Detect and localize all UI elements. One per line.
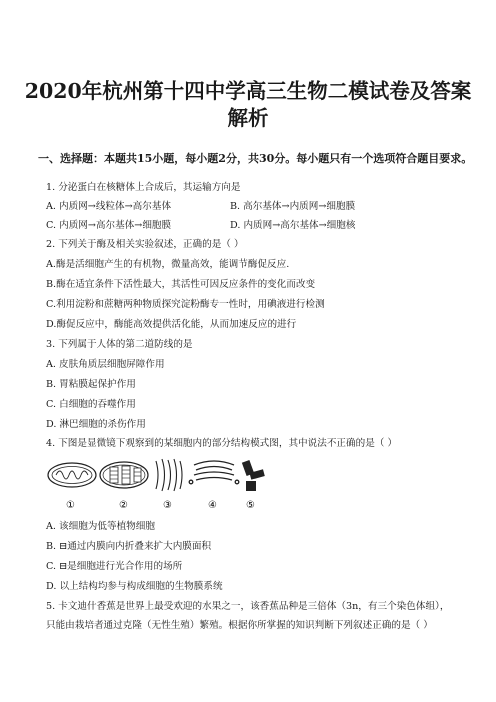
question-4-option-b: B. ⊟通过内膜向内折叠来扩大内膜面积 (46, 541, 212, 552)
organelle-structure-diagram (46, 455, 266, 515)
question-1-option-a: A. 内质网→线粒体→高尔基体 (46, 201, 172, 212)
question-1-option-c: C. 内质网→高尔基体→细胞膜 (46, 220, 172, 231)
chloroplast-figure (100, 462, 148, 488)
question-2-stem: 2. 下列关于酶及相关实验叙述，正确的是（ ） (46, 239, 244, 250)
section-heading: 一、选择题：本题共15小题，每小题2分，共30分。每小题只有一个选项符合题目要求。 (38, 152, 473, 165)
question-4-option-a: A. 该细胞为低等植物细胞 (46, 521, 155, 532)
golgi-apparatus-figure (189, 461, 239, 484)
question-1-option-b: B. 高尔基体→内质网→细胞膜 (230, 201, 356, 212)
question-3-option-b: B. 胃粘膜起保护作用 (46, 379, 136, 390)
figure-label-5: ⑤ (246, 500, 255, 511)
question-2-option-a: A.酶是活细胞产生的有机物，微量高效，能调节酶促反应. (46, 259, 290, 270)
document-title-line2: 解析 (227, 106, 269, 130)
document-title-line1: 2020年杭州第十四中学高三生物二模试卷及答案 (24, 79, 472, 103)
question-4-option-d: D. 以上结构均参与构成细胞的生物膜系统 (46, 581, 223, 592)
question-2-option-d: D.酶促反应中，酶能高效提供活化能，从而加速反应的进行 (46, 319, 297, 330)
centrosome-figure (242, 460, 265, 491)
figure-label-3: ③ (163, 500, 172, 511)
mitochondrion-figure (48, 463, 96, 487)
question-3-stem: 3. 下列属于人体的第二道防线的是 (46, 339, 193, 350)
question-2-option-c: C.利用淀粉和蔗糖两种物质探究淀粉酶专一性时，用碘液进行检测 (46, 299, 325, 310)
question-5-stem: 5. 卡文迪什香蕉是世界上最受欢迎的水果之一，该香蕉品种是三倍体（3n，有三个染色体组），只能由栽培者通过克隆（无性生殖）繁殖。根据你所掌握的知识判断下列叙述正确的是（ ） (46, 601, 450, 631)
question-1-stem: 1. 分泌蛋白在核糖体上合成后，其运输方向是 (46, 182, 241, 193)
figure-label-1: ① (66, 500, 75, 511)
question-2-option-b: B.酶在适宜条件下活性最大，其活性可因反应条件的变化而改变 (46, 279, 316, 290)
question-1-option-d: D. 内质网→高尔基体→细胞核 (230, 220, 356, 231)
question-3-option-d: D. 淋巴细胞的杀伤作用 (46, 419, 146, 430)
figure-label-4: ④ (208, 500, 217, 511)
question-4-option-c: C. ⊟是细胞进行光合作用的场所 (46, 561, 183, 572)
question-3-option-a: A. 皮肤角质层细胞屏障作用 (46, 359, 165, 370)
endoplasmic-reticulum-figure (156, 459, 182, 491)
question-3-option-c: C. 白细胞的吞噬作用 (46, 399, 136, 410)
question-4-stem: 4. 下图是显微镜下观察到的某细胞内的部分结构模式图，其中说法不正确的是（ ） (46, 438, 398, 449)
figure-label-2: ② (119, 500, 128, 511)
